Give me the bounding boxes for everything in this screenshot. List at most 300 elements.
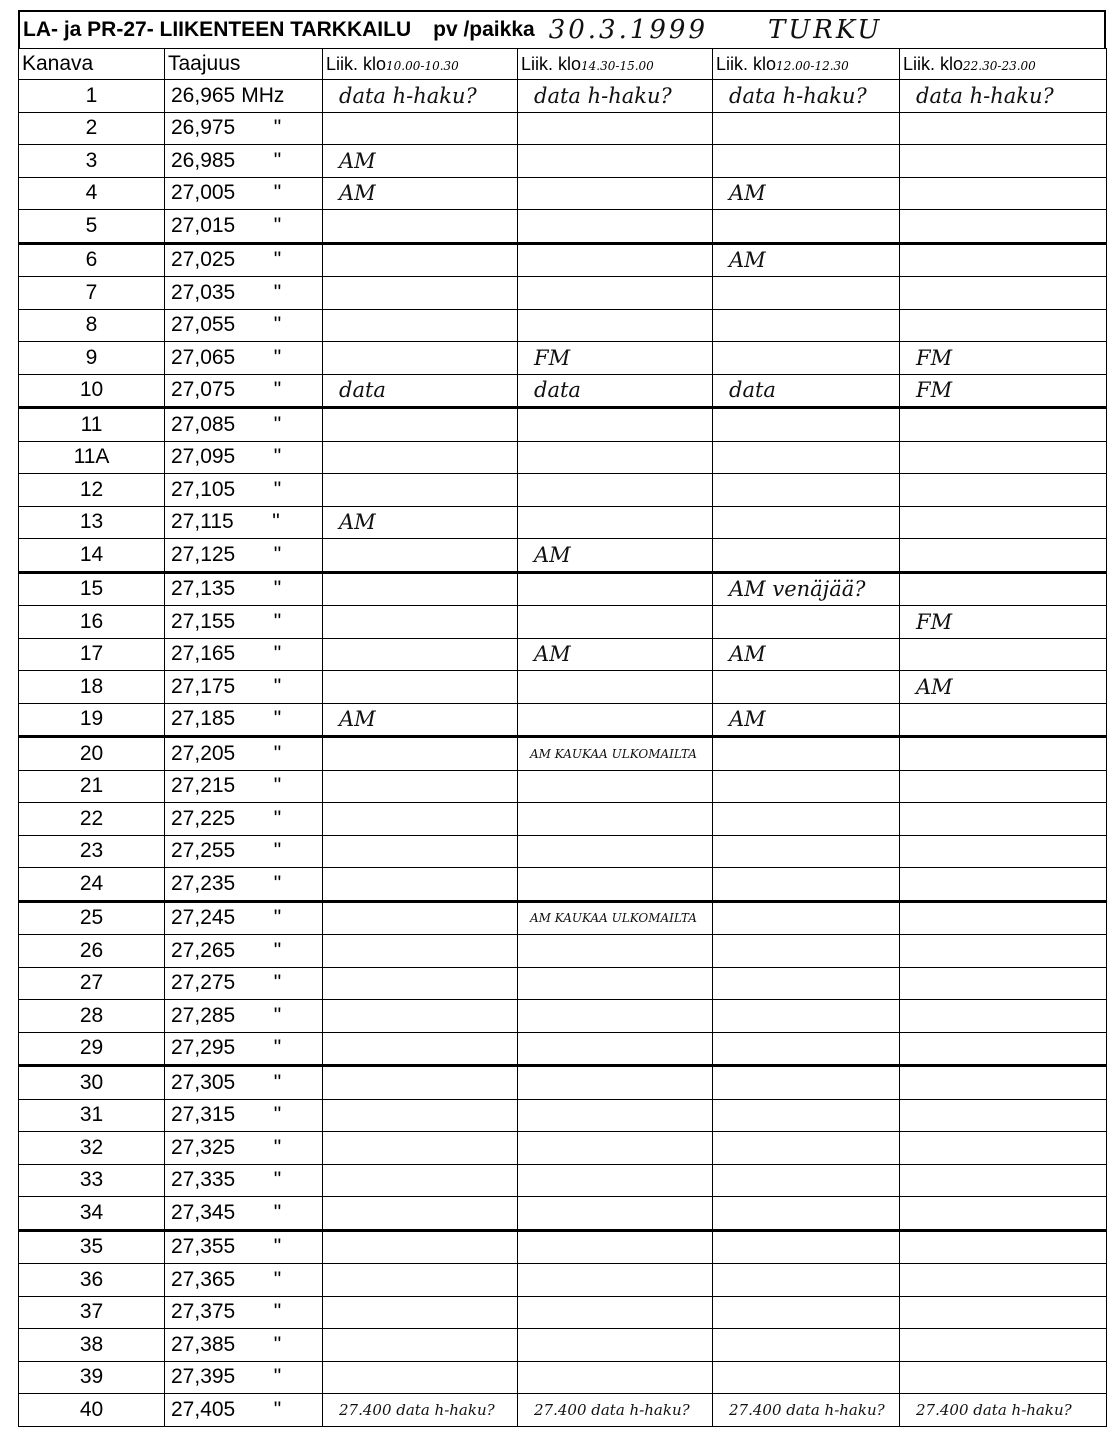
frequency-cell <box>165 342 323 375</box>
frequency-unit: " <box>273 213 282 237</box>
observation-cell <box>323 638 518 671</box>
channel-cell: 27 <box>19 967 165 1000</box>
observation-cell <box>323 901 518 935</box>
table-row <box>19 1032 1107 1066</box>
observation-cell <box>323 1361 518 1394</box>
frequency-value: 27,205 <box>171 741 236 765</box>
observation-cell <box>713 539 900 573</box>
frequency-unit: " <box>273 116 282 140</box>
observation-cell <box>900 703 1107 737</box>
frequency-cell <box>165 243 323 277</box>
observation-cell <box>518 277 713 310</box>
observation-cell: AM venäjää? <box>713 572 900 606</box>
table-row <box>19 1066 1107 1100</box>
observation-cell <box>900 1230 1107 1264</box>
frequency-cell <box>165 80 323 113</box>
observation-cell <box>900 112 1107 145</box>
channel-cell: 18 <box>19 671 165 704</box>
frequency-value: 27,405 <box>171 1397 236 1421</box>
frequency-value: 27,035 <box>171 280 236 304</box>
frequency-value: 27,375 <box>171 1300 236 1324</box>
frequency-value: 27,075 <box>171 378 236 402</box>
observation-cell: FM <box>900 342 1107 375</box>
observation-cell <box>713 1066 900 1100</box>
observation-cell <box>518 309 713 342</box>
observation-cell <box>323 474 518 507</box>
header-row <box>19 49 1107 80</box>
frequency-unit: " <box>273 1300 282 1324</box>
frequency-value: 26,975 <box>171 116 236 140</box>
observation-cell <box>713 112 900 145</box>
table-row <box>19 703 1107 737</box>
observation-cell <box>713 1099 900 1132</box>
observation-cell: 27.400 data h-haku? <box>713 1394 900 1427</box>
frequency-value: 27,215 <box>171 774 236 798</box>
observation-cell <box>900 803 1107 836</box>
observation-cell <box>900 770 1107 803</box>
observation-cell <box>323 1329 518 1362</box>
table-row <box>19 441 1107 474</box>
obs-header-4: Liik. klo22.30-23.00 <box>900 49 1107 80</box>
channel-cell: 23 <box>19 835 165 868</box>
frequency-value: 27,315 <box>171 1103 236 1127</box>
frequency-cell <box>165 1099 323 1132</box>
observation-cell <box>713 474 900 507</box>
frequency-value: 27,305 <box>171 1070 236 1094</box>
frequency-cell <box>165 309 323 342</box>
observation-cell <box>900 243 1107 277</box>
observation-cell <box>713 803 900 836</box>
table-row <box>19 835 1107 868</box>
channel-cell: 19 <box>19 703 165 737</box>
frequency-value: 27,165 <box>171 642 236 666</box>
frequency-value: 27,255 <box>171 839 236 863</box>
table-row <box>19 572 1107 606</box>
channel-cell: 25 <box>19 901 165 935</box>
observation-cell <box>900 967 1107 1000</box>
frequency-unit: " <box>273 1070 282 1094</box>
observation-cell <box>713 770 900 803</box>
observation-cell <box>713 441 900 474</box>
channel-cell: 30 <box>19 1066 165 1100</box>
table-row <box>19 638 1107 671</box>
frequency-cell <box>165 277 323 310</box>
table-row <box>19 1132 1107 1165</box>
observation-cell <box>900 539 1107 573</box>
channel-cell: 2 <box>19 112 165 145</box>
frequency-cell <box>165 935 323 968</box>
observation-cell: AM <box>713 703 900 737</box>
observation-cell: AM <box>713 177 900 210</box>
observation-cell <box>518 210 713 244</box>
form-heading: LA- ja PR-27- LIIKENTEEN TARKKAILU <box>23 18 412 41</box>
observation-cell: AM <box>323 177 518 210</box>
observation-cell: 27.400 data h-haku? <box>323 1394 518 1427</box>
observation-cell <box>518 1000 713 1033</box>
frequency-cell <box>165 1394 323 1427</box>
observation-cell <box>518 1329 713 1362</box>
channel-cell: 31 <box>19 1099 165 1132</box>
frequency-unit: " <box>272 510 280 534</box>
observation-cell <box>518 243 713 277</box>
observation-cell: AM <box>518 539 713 573</box>
channel-cell: 36 <box>19 1264 165 1297</box>
table-row <box>19 145 1107 178</box>
channel-cell: 22 <box>19 803 165 836</box>
channel-cell: 33 <box>19 1164 165 1197</box>
table-row <box>19 112 1107 145</box>
table-row <box>19 309 1107 342</box>
observation-cell <box>518 145 713 178</box>
form-title-row <box>18 10 1106 48</box>
table-row <box>19 967 1107 1000</box>
observation-cell <box>713 967 900 1000</box>
observation-cell: AM <box>518 638 713 671</box>
frequency-unit: " <box>273 871 282 895</box>
frequency-unit: " <box>273 477 282 501</box>
observation-cell <box>713 1032 900 1066</box>
observation-cell <box>518 671 713 704</box>
table-row <box>19 210 1107 244</box>
observation-cell <box>518 441 713 474</box>
frequency-unit: " <box>273 412 282 436</box>
observation-cell <box>900 1329 1107 1362</box>
frequency-unit: " <box>273 938 282 962</box>
observation-cell <box>900 145 1107 178</box>
frequency-cell <box>165 703 323 737</box>
channel-cell: 16 <box>19 606 165 639</box>
table-row <box>19 737 1107 771</box>
observation-cell: FM <box>900 374 1107 408</box>
frequency-cell <box>165 506 323 539</box>
observation-cell <box>713 935 900 968</box>
frequency-unit: " <box>273 1397 282 1421</box>
observation-cell <box>518 606 713 639</box>
observation-cell <box>900 935 1107 968</box>
observation-cell <box>518 1264 713 1297</box>
frequency-cell <box>165 1066 323 1100</box>
frequency-unit: " <box>273 806 282 830</box>
observation-cell <box>323 737 518 771</box>
observation-cell <box>323 1164 518 1197</box>
frequency-value: 26,965 <box>171 83 236 107</box>
observation-cell <box>323 1197 518 1231</box>
frequency-unit: " <box>273 1135 282 1159</box>
observation-cell <box>713 408 900 442</box>
table-row <box>19 1000 1107 1033</box>
observation-cell <box>518 1361 713 1394</box>
frequency-unit: " <box>273 774 282 798</box>
channel-table <box>18 48 1107 1427</box>
observation-cell <box>713 210 900 244</box>
frequency-unit: " <box>273 577 282 601</box>
table-row <box>19 1296 1107 1329</box>
observation-cell <box>518 703 713 737</box>
frequency-value: 27,365 <box>171 1267 236 1291</box>
frequency-value: 27,105 <box>171 477 236 501</box>
table-row <box>19 277 1107 310</box>
observation-cell <box>900 1000 1107 1033</box>
observation-cell: 27.400 data h-haku? <box>900 1394 1107 1427</box>
frequency-unit: " <box>273 1332 282 1356</box>
frequency-cell <box>165 967 323 1000</box>
observation-cell <box>323 112 518 145</box>
frequency-unit: " <box>273 445 282 469</box>
frequency-unit: " <box>273 345 282 369</box>
channel-cell: 5 <box>19 210 165 244</box>
channel-cell: 6 <box>19 243 165 277</box>
observation-cell <box>900 638 1107 671</box>
observation-cell <box>323 967 518 1000</box>
observation-cell <box>518 474 713 507</box>
frequency-cell <box>165 1264 323 1297</box>
channel-header: Kanava <box>19 49 165 80</box>
frequency-unit: MHz <box>241 83 285 107</box>
frequency-unit: " <box>273 741 282 765</box>
frequency-unit: " <box>273 378 282 402</box>
observation-cell <box>713 1000 900 1033</box>
channel-cell: 39 <box>19 1361 165 1394</box>
observation-cell <box>713 1361 900 1394</box>
frequency-cell <box>165 1329 323 1362</box>
table-row <box>19 935 1107 968</box>
frequency-cell <box>165 210 323 244</box>
observation-cell <box>323 1230 518 1264</box>
frequency-value: 27,265 <box>171 938 236 962</box>
table-row <box>19 901 1107 935</box>
observation-cell <box>323 1264 518 1297</box>
observation-cell <box>713 671 900 704</box>
observation-cell <box>713 309 900 342</box>
observation-cell <box>713 1197 900 1231</box>
observation-cell: AM KAUKAA ULKOMAILTA <box>518 901 713 935</box>
observation-cell: AM <box>713 638 900 671</box>
observation-cell <box>900 474 1107 507</box>
observation-cell <box>518 408 713 442</box>
frequency-unit: " <box>273 1103 282 1127</box>
observation-cell <box>323 408 518 442</box>
observation-cell: data h-haku? <box>518 80 713 113</box>
handwritten-date: 30.3.1999 <box>548 15 709 45</box>
frequency-value: 27,175 <box>171 674 236 698</box>
observation-cell <box>713 901 900 935</box>
table-row <box>19 1230 1107 1264</box>
observation-cell <box>713 737 900 771</box>
observation-cell <box>900 1032 1107 1066</box>
channel-cell: 12 <box>19 474 165 507</box>
table-row <box>19 671 1107 704</box>
channel-cell: 21 <box>19 770 165 803</box>
observation-cell <box>323 671 518 704</box>
frequency-cell <box>165 770 323 803</box>
observation-cell <box>323 835 518 868</box>
date-place-label: pv /paikka <box>433 18 535 41</box>
frequency-header: Taajuus <box>165 49 323 80</box>
observation-cell <box>518 835 713 868</box>
observation-cell <box>518 1296 713 1329</box>
frequency-cell <box>165 1197 323 1231</box>
observation-cell: 27.400 data h-haku? <box>518 1394 713 1427</box>
observation-cell: AM <box>713 243 900 277</box>
observation-cell <box>900 737 1107 771</box>
frequency-value: 27,115 <box>171 510 234 534</box>
table-row <box>19 606 1107 639</box>
frequency-cell <box>165 1000 323 1033</box>
frequency-value: 27,055 <box>171 313 236 337</box>
table-row <box>19 1329 1107 1362</box>
channel-cell: 11 <box>19 408 165 442</box>
frequency-unit: " <box>273 1168 282 1192</box>
observation-cell <box>900 441 1107 474</box>
observation-cell <box>518 1230 713 1264</box>
observation-cell <box>518 803 713 836</box>
observation-cell: data <box>323 374 518 408</box>
frequency-unit: " <box>273 148 282 172</box>
table-row <box>19 868 1107 902</box>
frequency-unit: " <box>273 839 282 863</box>
observation-cell <box>713 835 900 868</box>
observation-cell <box>323 539 518 573</box>
channel-cell: 29 <box>19 1032 165 1066</box>
observation-cell: data <box>518 374 713 408</box>
observation-cell <box>900 408 1107 442</box>
table-row <box>19 474 1107 507</box>
frequency-unit: " <box>273 906 282 930</box>
obs-header-1: Liik. klo10.00-10.30 <box>323 49 518 80</box>
observation-cell: data h-haku? <box>900 80 1107 113</box>
channel-cell: 28 <box>19 1000 165 1033</box>
frequency-value: 26,985 <box>171 148 236 172</box>
observation-cell <box>323 243 518 277</box>
channel-cell: 8 <box>19 309 165 342</box>
table-row <box>19 243 1107 277</box>
frequency-unit: " <box>273 1036 282 1060</box>
table-row <box>19 374 1107 408</box>
frequency-value: 27,125 <box>171 542 236 566</box>
observation-cell: AM KAUKAA ULKOMAILTA <box>518 737 713 771</box>
frequency-unit: " <box>273 971 282 995</box>
observation-cell <box>900 177 1107 210</box>
channel-cell: 13 <box>19 506 165 539</box>
observation-cell <box>900 1164 1107 1197</box>
frequency-value: 27,335 <box>171 1168 236 1192</box>
observation-cell <box>713 342 900 375</box>
frequency-cell <box>165 606 323 639</box>
table-row <box>19 539 1107 573</box>
observation-cell <box>518 967 713 1000</box>
observation-cell <box>713 606 900 639</box>
observation-cell <box>713 1164 900 1197</box>
handwritten-place: TURKU <box>768 15 883 45</box>
table-row <box>19 1197 1107 1231</box>
frequency-cell <box>165 539 323 573</box>
channel-cell: 35 <box>19 1230 165 1264</box>
observation-cell <box>900 1066 1107 1100</box>
observation-cell <box>518 868 713 902</box>
frequency-unit: " <box>273 280 282 304</box>
frequency-unit: " <box>273 674 282 698</box>
frequency-cell <box>165 835 323 868</box>
observation-cell <box>518 506 713 539</box>
channel-cell: 14 <box>19 539 165 573</box>
observation-cell <box>900 277 1107 310</box>
channel-cell: 40 <box>19 1394 165 1427</box>
frequency-cell <box>165 671 323 704</box>
table-row <box>19 1394 1107 1427</box>
observation-cell <box>323 1099 518 1132</box>
observation-cell <box>518 935 713 968</box>
channel-cell: 15 <box>19 572 165 606</box>
observation-cell <box>323 1000 518 1033</box>
observation-cell <box>323 441 518 474</box>
monitoring-form <box>18 10 1106 1427</box>
frequency-value: 27,235 <box>171 871 236 895</box>
frequency-value: 27,395 <box>171 1365 236 1389</box>
frequency-cell <box>165 441 323 474</box>
frequency-unit: " <box>273 542 282 566</box>
channel-cell: 1 <box>19 80 165 113</box>
observation-cell <box>900 901 1107 935</box>
table-row <box>19 408 1107 442</box>
observation-cell <box>323 770 518 803</box>
channel-cell: 9 <box>19 342 165 375</box>
observation-cell <box>518 177 713 210</box>
table-row <box>19 506 1107 539</box>
frequency-cell <box>165 901 323 935</box>
observation-cell: data h-haku? <box>713 80 900 113</box>
frequency-cell <box>165 408 323 442</box>
observation-cell: AM <box>900 671 1107 704</box>
observation-cell <box>713 145 900 178</box>
frequency-cell <box>165 474 323 507</box>
frequency-value: 27,135 <box>171 577 236 601</box>
channel-cell: 17 <box>19 638 165 671</box>
table-row <box>19 342 1107 375</box>
observation-cell <box>323 1066 518 1100</box>
frequency-value: 27,275 <box>171 971 236 995</box>
frequency-value: 27,015 <box>171 213 236 237</box>
observation-cell: AM <box>323 703 518 737</box>
frequency-value: 27,325 <box>171 1135 236 1159</box>
observation-cell <box>900 835 1107 868</box>
channel-cell: 10 <box>19 374 165 408</box>
observation-cell <box>518 1066 713 1100</box>
observation-cell <box>323 342 518 375</box>
observation-cell <box>518 1032 713 1066</box>
channel-cell: 32 <box>19 1132 165 1165</box>
frequency-value: 27,295 <box>171 1036 236 1060</box>
frequency-cell <box>165 177 323 210</box>
observation-cell <box>518 1197 713 1231</box>
frequency-unit: " <box>273 248 282 272</box>
frequency-value: 27,285 <box>171 1003 236 1027</box>
observation-cell <box>900 1361 1107 1394</box>
frequency-value: 27,095 <box>171 445 236 469</box>
frequency-cell <box>165 1164 323 1197</box>
observation-cell <box>518 1099 713 1132</box>
observation-cell: AM <box>323 145 518 178</box>
frequency-cell <box>165 1361 323 1394</box>
channel-cell: 37 <box>19 1296 165 1329</box>
frequency-unit: " <box>273 181 282 205</box>
observation-cell <box>323 606 518 639</box>
frequency-cell <box>165 737 323 771</box>
observation-cell <box>323 572 518 606</box>
observation-cell: FM <box>900 606 1107 639</box>
observation-cell <box>323 803 518 836</box>
frequency-value: 27,085 <box>171 412 236 436</box>
table-row <box>19 177 1107 210</box>
